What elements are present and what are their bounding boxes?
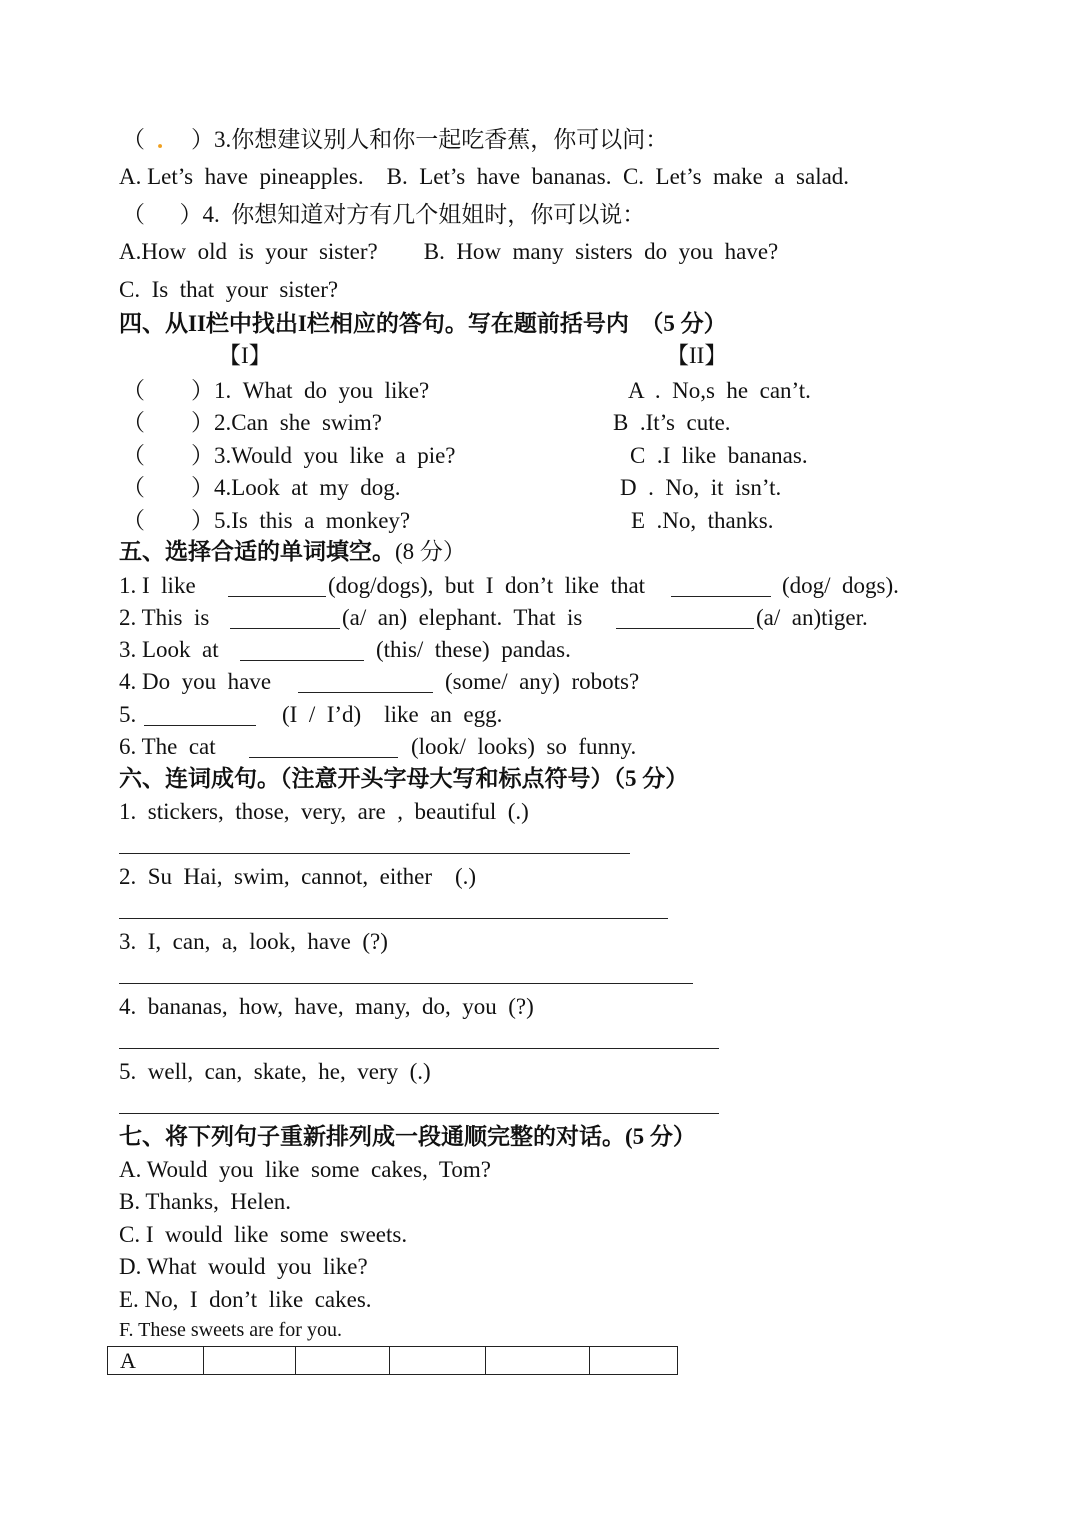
column-2-header: 【II】: [666, 343, 728, 368]
match-right-d: D . No, it isn’t.: [620, 475, 782, 500]
answer-line[interactable]: [119, 1048, 719, 1049]
reorder-item-5: 5. well, can, skate, he, very (.): [119, 1059, 431, 1084]
blank-line[interactable]: [228, 596, 326, 597]
match-right-a: A . No,s he can’t.: [628, 378, 811, 403]
question-4: （ ）4. 你想知道对方有几个姐姐时，你可以说：: [122, 202, 646, 227]
fill-item-1b: (dog/dogs), but I don’t like that: [328, 573, 646, 598]
fill-item-2b: (a/ an) elephant. That is: [342, 605, 583, 630]
dialogue-f: F. These sweets are for you.: [119, 1319, 342, 1341]
answer-line[interactable]: [119, 1113, 719, 1114]
fill-item-5b: (I / I’d) like an egg.: [282, 702, 503, 727]
dialogue-d: D. What would you like?: [119, 1254, 368, 1279]
fill-item-4b: (some/ any) robots?: [445, 669, 640, 694]
answer-line[interactable]: [119, 983, 693, 984]
dialogue-e: E. No, I don’t like cakes.: [119, 1287, 372, 1312]
answer-cell-1: A: [108, 1347, 204, 1375]
question-3: （ ． ）3.你想建议别人和你一起吃香蕉，你可以问：: [122, 127, 669, 152]
dialogue-c: C. I would like some sweets.: [119, 1222, 408, 1247]
answer-line[interactable]: [119, 853, 630, 854]
question-4-options-ab: A.How old is your sister? B. How many sisters do you have?: [119, 239, 779, 264]
section-5-title: 五、选择合适的单词填空。(8 分）: [119, 539, 466, 564]
match-left-4: （ ）4.Look at my dog.: [122, 475, 401, 500]
blank-line[interactable]: [249, 757, 398, 758]
reorder-item-4: 4. bananas, how, have, many, do, you (?): [119, 994, 534, 1019]
fill-item-5a: 5.: [119, 702, 137, 727]
question-4-option-c: C. Is that your sister?: [119, 277, 339, 302]
answer-cell-4[interactable]: [390, 1347, 486, 1375]
answer-cell-3[interactable]: [296, 1347, 390, 1375]
match-left-5: （ ）5.Is this a monkey?: [122, 508, 411, 533]
section-6-title: 六、连词成句。（注意开头字母大写和标点符号）（5 分）: [119, 766, 689, 791]
blank-line[interactable]: [144, 725, 256, 726]
match-left-2: （ ）2.Can she swim?: [122, 410, 383, 435]
reorder-item-1: 1. stickers, those, very, are , beautiful (.): [119, 799, 529, 824]
match-right-b: B .It’s cute.: [613, 410, 731, 435]
fill-item-2c: (a/ an)tiger.: [756, 605, 868, 630]
match-left-1: （ ）1. What do you like?: [122, 378, 430, 403]
match-right-e: E .No, thanks.: [631, 508, 774, 533]
blank-line[interactable]: [671, 596, 771, 597]
fill-item-3a: 3. Look at: [119, 637, 219, 662]
dialogue-a: A. Would you like some cakes, Tom?: [119, 1157, 491, 1182]
answer-line[interactable]: [119, 918, 668, 919]
section-4-title: 四、从II栏中找出I栏相应的答句。写在题前括号内 （5 分）: [119, 311, 727, 336]
dialogue-b: B. Thanks, Helen.: [119, 1189, 292, 1214]
reorder-item-3: 3. I, can, a, look, have (?): [119, 929, 388, 954]
fill-item-1c: (dog/ dogs).: [782, 573, 899, 598]
fill-item-6b: (look/ looks) so funny.: [411, 734, 637, 759]
answer-cell-5[interactable]: [486, 1347, 590, 1375]
blank-line[interactable]: [230, 628, 340, 629]
fill-item-1a: 1. I like: [119, 573, 196, 598]
fill-item-4a: 4. Do you have: [119, 669, 272, 694]
reorder-item-2: 2. Su Hai, swim, cannot, either (.): [119, 864, 477, 889]
fill-item-6a: 6. The cat: [119, 734, 216, 759]
column-1-header: 【I】: [218, 343, 272, 368]
answer-cell-6[interactable]: [590, 1347, 678, 1375]
blank-line[interactable]: [616, 628, 754, 629]
answer-cell-2[interactable]: [204, 1347, 296, 1375]
fill-item-3b: (this/ these) pandas.: [376, 637, 571, 662]
question-3-options: A. Let’s have pineapples. B. Let’s have bananas. C. Let’s make a salad.: [119, 164, 850, 189]
match-left-3: （ ）3.Would you like a pie?: [122, 443, 456, 468]
blank-line[interactable]: [298, 692, 433, 693]
fill-item-2a: 2. This is: [119, 605, 210, 630]
answer-table: [107, 1346, 678, 1375]
match-right-c: C .I like bananas.: [630, 443, 808, 468]
blank-line[interactable]: [240, 660, 364, 661]
section-7-title: 七、将下列句子重新排列成一段通顺完整的对话。(5 分）: [119, 1124, 696, 1149]
